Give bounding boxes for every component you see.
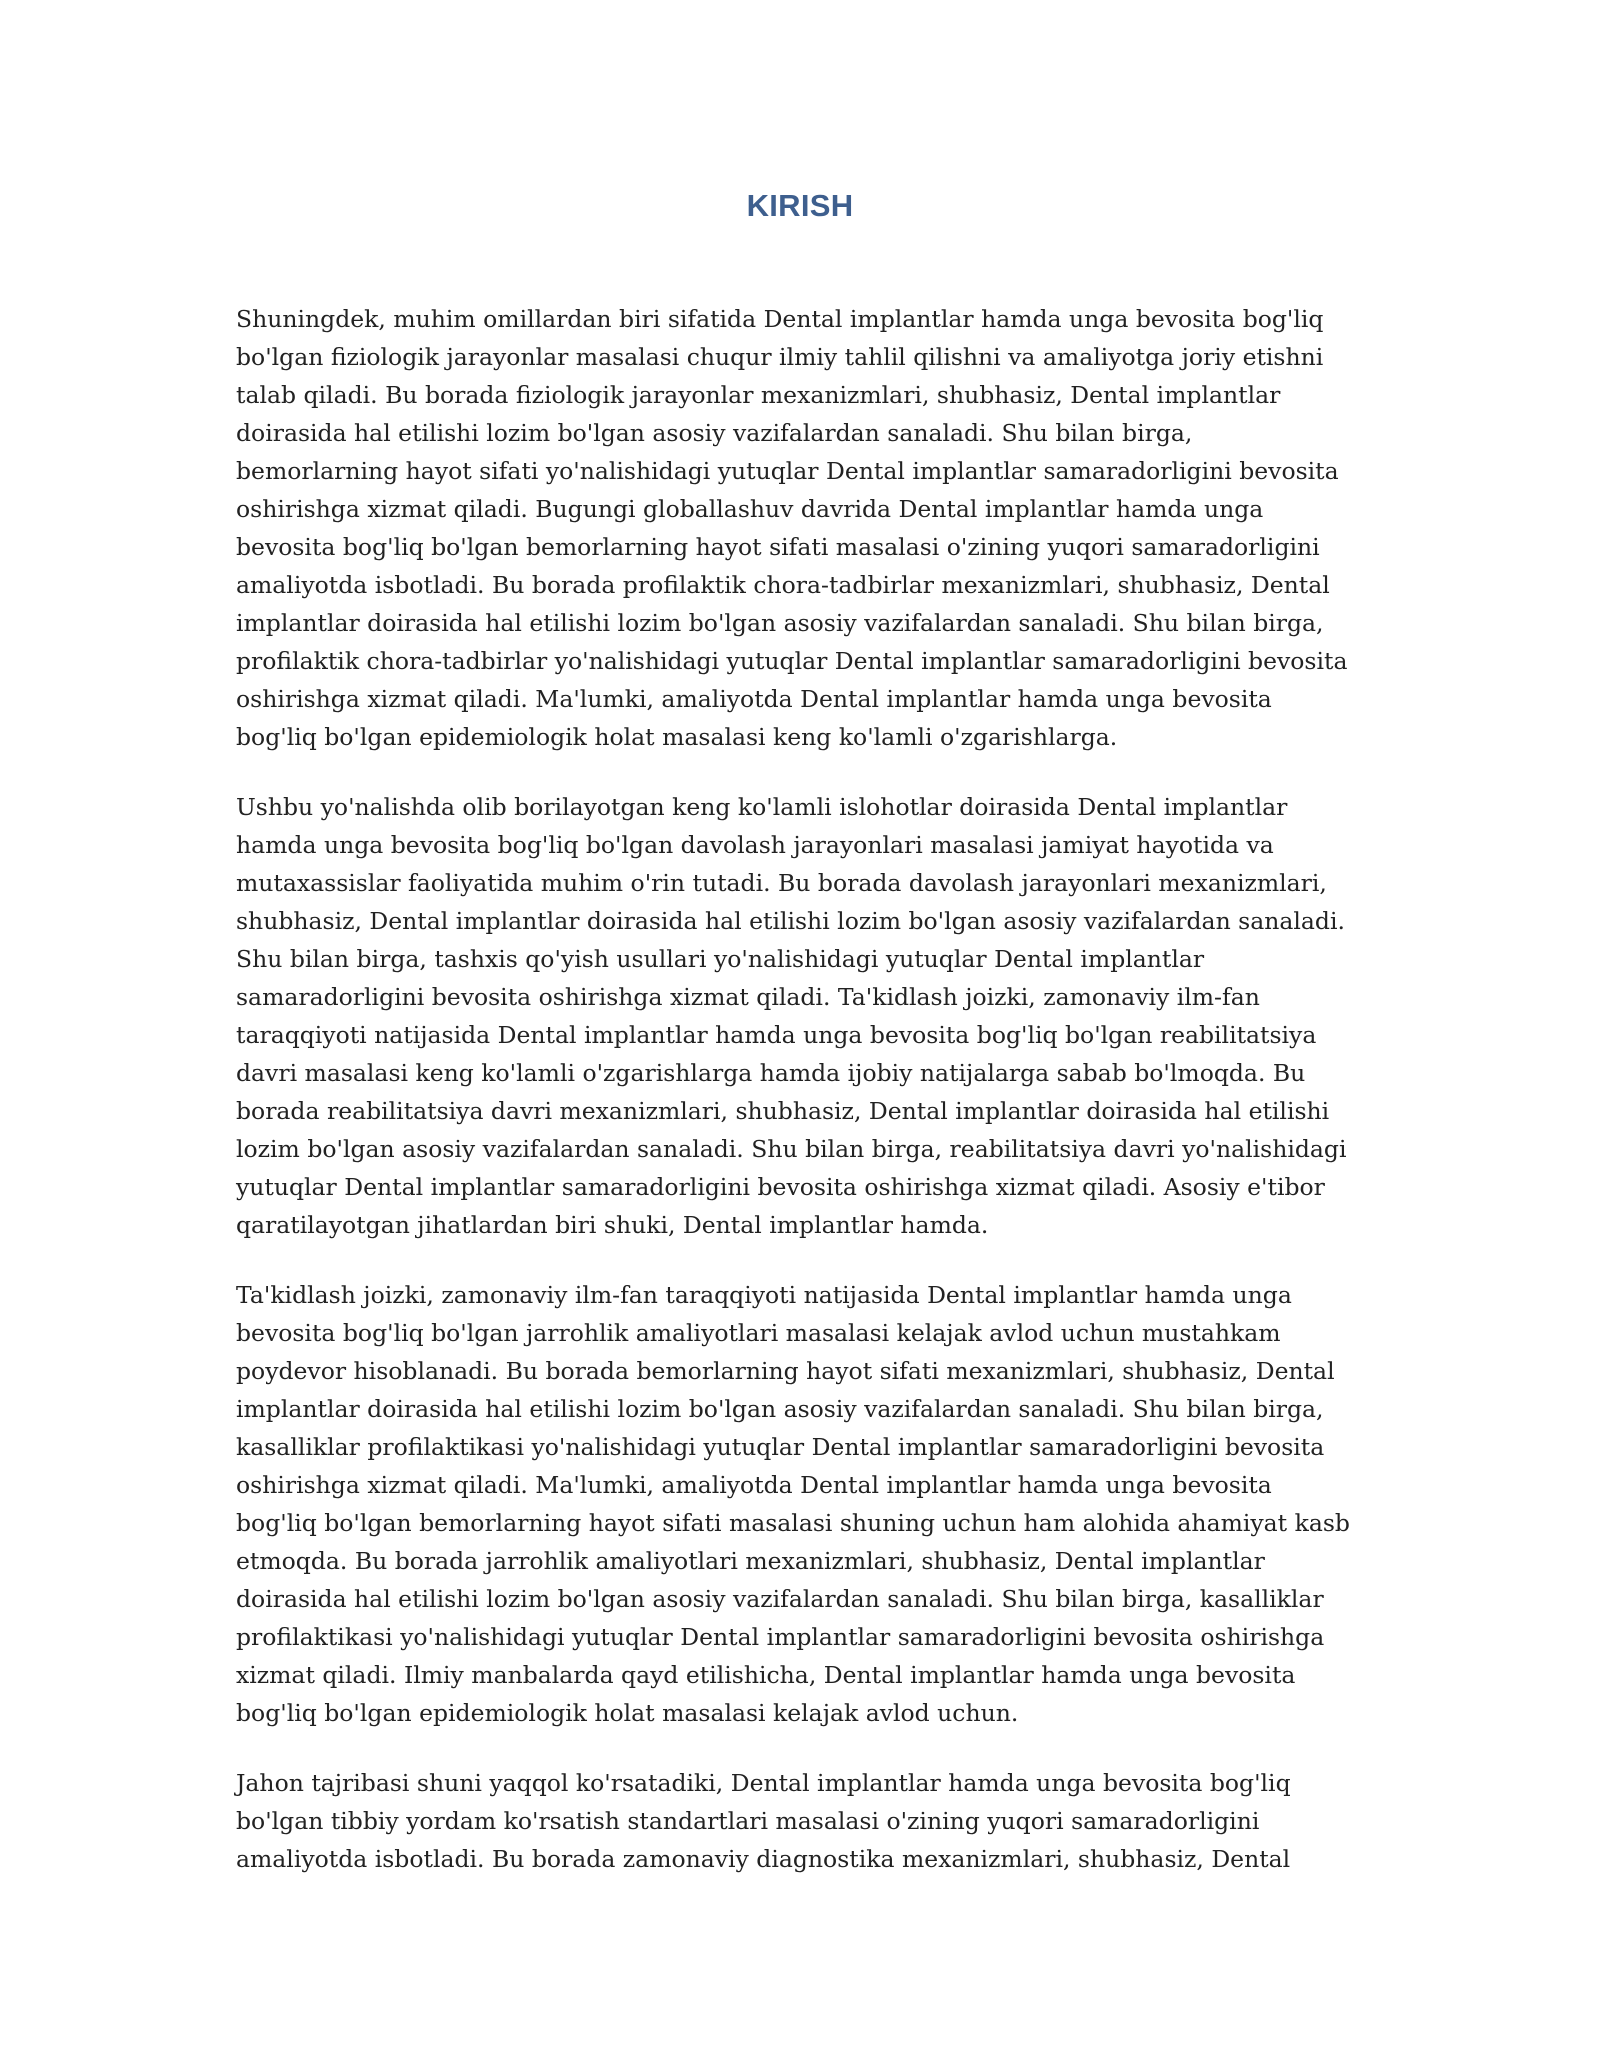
paragraph-2: Ushbu yo'nalishda olib borilayotgan keng ko'lamli islohotlar doirasida Dental implantlar hamda unga bevosita bog'liq bo'lgan davolash jarayonlari masalasi jamiyat hayotida va mutaxassislar faoliyatida muhim o'rin tutadi. Bu borada davolash jarayonlari mexanizmlari, shubhasiz, Dental implantlar doirasida hal etilishi lozim bo'lgan asosiy vazifalardan sanaladi. Shu bilan birga, tashxis qo'yish usullari yo'nalishidagi yutuqlar Dental implantlar samaradorligini bevosita oshirishga xizmat qiladi. Ta'kidlash joizki, zamonaviy ilm-fan taraqqiyoti natijasida Dental implantlar hamda unga bevosita bog'liq bo'lgan reabilitatsiya davri masalasi keng ko'lamli o'zgarishlarga hamda ijobiy natijalarga sabab bo'lmoqda. Bu borada reabilitatsiya davri mexanizmlari, shubhasiz, Dental implantlar doirasida hal etilishi lozim bo'lgan asosiy vazifalardan sanaladi. Shu bilan birga, reabilitatsiya davri yo'nalishidagi yutuqlar Dental implantlar samaradorligini bevosita oshirishga xizmat qiladi. Asosiy e'tibor qaratilayotgan jihatlardan biri shuki, Dental implantlar hamda.: [236, 793, 1347, 1239]
paragraph-1: Shuningdek, muhim omillardan biri sifatida Dental implantlar hamda unga bevosita bog'liq bo'lgan fiziologik jarayonlar masalasi chuqur ilmiy tahlil qilishni va amaliyotga joriy etishni talab qiladi. Bu borada fiziologik jarayonlar mexanizmlari, shubhasiz, Dental implantlar doirasida hal etilishi lozim bo'lgan asosiy vazifalardan sanaladi. Shu bilan birga, bemorlarning hayot sifati yo'nalishidagi yutuqlar Dental implantlar samaradorligini bevosita oshirishga xizmat qiladi. Bugungi globallashuv davrida Dental implantlar hamda unga bevosita bog'liq bo'lgan bemorlarning hayot sifati masalasi o'zining yuqori samaradorligini amaliyotda isbotladi. Bu borada profilaktik chora-tadbirlar mexanizmlari, shubhasiz, Dental implantlar doirasida hal etilishi lozim bo'lgan asosiy vazifalardan sanaladi. Shu bilan birga, profilaktik chora-tadbirlar yo'nalishidagi yutuqlar Dental implantlar samaradorligini bevosita oshirishga xizmat qiladi. Ma'lumki, amaliyotda Dental implantlar hamda unga bevosita bog'liq bo'lgan epidemiologik holat masalasi keng ko'lamli o'zgarishlarga.: [236, 305, 1348, 751]
section-heading: KIRISH: [746, 188, 854, 223]
body-text: [236, 300, 1352, 1910]
paragraph-4: Jahon tajribasi shuni yaqqol ko'rsatadiki, Dental implantlar hamda unga bevosita bog'liq bo'lgan tibbiy yordam ko'rsatish standartlari masalasi o'zining yuqori samaradorligini amaliyotda isbotladi. Bu borada zamonaviy diagnostika mexanizmlari, shubhasiz, Dental: [236, 1769, 1291, 1873]
paragraph-3: Ta'kidlash joizki, zamonaviy ilm-fan taraqqiyoti natijasida Dental implantlar hamda unga bevosita bog'liq bo'lgan jarrohlik amaliyotlari masalasi kelajak avlod uchun mustahkam poydevor hisoblanadi. Bu borada bemorlarning hayot sifati mexanizmlari, shubhasiz, Dental implantlar doirasida hal etilishi lozim bo'lgan asosiy vazifalardan sanaladi. Shu bilan birga, kasalliklar profilaktikasi yo'nalishidagi yutuqlar Dental implantlar samaradorligini bevosita oshirishga xizmat qiladi. Ma'lumki, amaliyotda Dental implantlar hamda unga bevosita bog'liq bo'lgan bemorlarning hayot sifati masalasi shuning uchun ham alohida ahamiyat kasb etmoqda. Bu borada jarrohlik amaliyotlari mexanizmlari, shubhasiz, Dental implantlar doirasida hal etilishi lozim bo'lgan asosiy vazifalardan sanaladi. Shu bilan birga, kasalliklar profilaktikasi yo'nalishidagi yutuqlar Dental implantlar samaradorligini bevosita oshirishga xizmat qiladi. Ilmiy manbalarda qayd etilishicha, Dental implantlar hamda unga bevosita bog'liq bo'lgan epidemiologik holat masalasi kelajak avlod uchun.: [236, 1281, 1350, 1727]
